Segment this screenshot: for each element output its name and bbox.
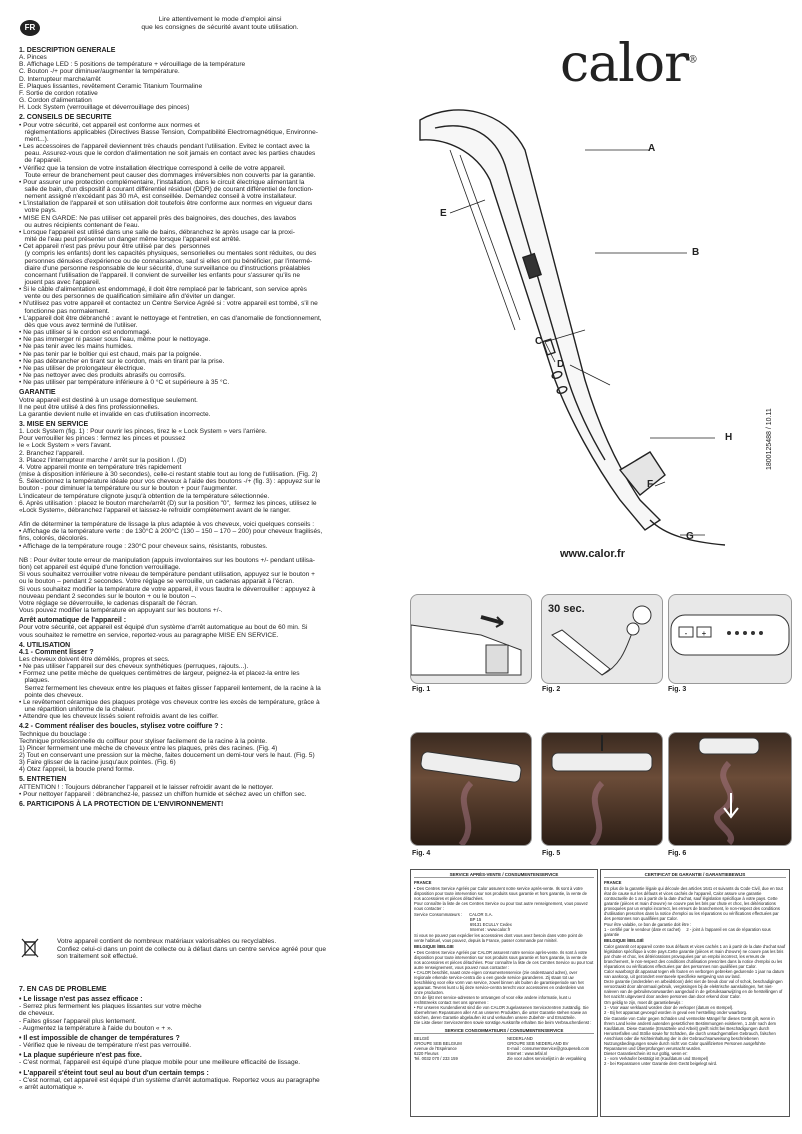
product-diagram	[395, 80, 795, 550]
environment-section	[21, 938, 381, 961]
fig2-timer-text: 30 sec.	[548, 603, 585, 615]
warranty-box-title: CERTIFICAT DE GARANTIE / GARANTIEBEWIJS	[604, 872, 786, 878]
paragraph: - C'est normal, l'appareil est équipé d'une plaque mobile pour une meilleure efficacité de lissage.	[19, 1059, 301, 1067]
service-netherlands-address: NEDERLAND GROUPE SEB NEDERLAND BV E-mail : consumentservice@groupeseb.com Internet : www.tefal.nl Zie voor adres servicelijst in de verpakking	[507, 1036, 590, 1061]
instructions-column	[19, 44, 395, 808]
section-heading: 6. PARTICIPONS À LA PROTECTION DE L'ENVIRONNEMENT!	[19, 800, 224, 808]
box-paragraph: Service Consommateurs : CALOR S.A. BP 15 69131 ECULLY Cedex Internet : www.calor.fr	[414, 912, 512, 932]
fig-3-caption: Fig. 3	[668, 686, 687, 693]
paragraph: A. Pinces B. Affichage LED : 5 positions de température + vérouillage de la température C. Bouton -/+ pour diminuer/augmenter la température. D. Interrupteur marche/arrêt E. Plaques lissantes, revêtement Ceramic Titanium Tourmaline F. Sortie de cordon rotative G. Cordon d'alimentation H. Lock System (verrouillage et déverrouillage des pinces)	[19, 54, 246, 112]
website-url: www.calor.fr	[560, 548, 626, 560]
paragraph: • Pour votre sécurité, cet appareil est conforme aux normes et réglementations applicables (Directives Basse Tension, Compatibilité Electromagnétique, Environne- ment...). • Les accessoires de l'appareil deviennent très chauds pendant l'utilisation. Evitez le contact avec la peau. Assurez-vous que le cordon d'alimentation ne soit jamais en contact avec les parties chaudes de l'appareil. • Vérifiez que la tension de votre installation électrique correspond à celle de votre appareil. Toute erreur de branchement peut causer des dommages irréversibles non couverts par la garantie. • Pour assurer une protection complémentaire, l'installation, dans le circuit électrique alimentant la salle de bain, d'un dispositif à courant différentiel résiduel (DDR) de courant différentiel de fonction- nement assigné n'excédant pas 30 mA, est conseillée. Demandez conseil à votre installateur. • L'installation de l'appareil et son utilisation doit toutefois être conforme aux normes en vigueur dans votre pays. • MISE EN GARDE: Ne pas utiliser cet appareil près des baignoires, des douches, des lavabos ou autres récipients contenant de l'eau. • Lorsque l'appareil est utilisé dans une salle de bains, débranchez le après usage car la proxi- mité de l'eau peut présenter un danger même lorsque l'appareil est arrêté. • Cet appareil n'est pas prévu pour être utilisé par des personnes (y compris les enfants) dont les capacités physiques, sensorielles ou mentales sont réduites, ou des personnes dénuées d'expérience ou de connaissance, sauf si elles ont pu bénéficier, par l'intermé- diaire d'une personne responsable de leur sécurité, d'une surveillance ou d'instructions préalables concernant l'utilisation de l'appareil. Il convient de surveiller les enfants pour s'assurer qu'ils ne jouent pas avec l'appareil. • Si le câble d'alimentation est endommagé, il doit être remplacé par le fabricant, son service après vente ou des personnes de qualification similaire afin d'éviter un danger. • N'utilisez pas votre appareil et contactez un Centre Service Agréé si : votre appareil est tombé, s'il ne fonctionne pas normalement. • L'appareil doit être débranché : avant le nettoyage et l'entretien, en cas d'anomalie de fonctionnement, dès que vous avez terminé de l'utiliser. • Ne pas utiliser si le cordon est endommagé. • Ne pas immerger ni passer sous l'eau, même pour le nettoyage. • Ne pas tenir avec les mains humides. • Ne pas tenir par le boîtier qui est chaud, mais par la poignée. • Ne pas débrancher en tirant sur le cordon, mais en tirant par la prise. • Ne pas utiliser de prolongateur électrique. • Ne pas nettoyer avec des produits abrasifs ou corrosifs. • Ne pas utiliser par température inférieure à 0 °C et supérieure à 35 °C.	[19, 121, 322, 387]
box-paragraph: BELGIQUE /BELGIË	[604, 938, 644, 943]
leader-line-e	[450, 200, 485, 213]
paragraph: ATTENTION ! : Toujours débrancher l'appareil et le laisser refroidir avant de le nettoyer. • Pour nettoyer l'appareil : débranchez-le, passez un chiffon humide et séchez avec un chiffon sec.	[19, 783, 307, 798]
section-heading: 1. DESCRIPTION GENERALE	[19, 47, 116, 54]
service-belgium-address: BELGIË GROUPE SEB BELGIUM Avenue de l'Espérance 6220 Fleurus Tel. 0032 070 / 233 159	[414, 1036, 462, 1061]
paragraph: 1. Lock System (fig. 1) : Pour ouvrir les pinces, tirez le « Lock System » vers l'arrière. Pour verrouiller les pinces : fermez les pinces et poussez le « Lock System » vers l'avant. 2. Branchez l'appareil. 3. Placez l'interrupteur marche / arrêt sur la position I. (D) 4. Votre appareil monte en température très rapidement (mise à disposition inférieure à 30 secondes), celle-ci restant stable tout au long de l'utilisation. (Fig. 2) 5. Sélectionnez la température idéale pour vos cheveux à l'aide des boutons -/+ (fig. 3) : appuyez sur le bouton - pour diminuer la température ou sur le bouton + pour l'augmenter. L'indicateur de température clignote jusqu'à obtention de la température sélectionnée. 6. Après utilisation : placez le bouton marche/arrêt (D) sur la position "0", fermez les pinces, utilisez le «Lock System», débranchez l'appareil et laissez-le refroidir complètement avant de le ranger. Afin de déterminer la température de lissage la plus adaptée à vos cheveux, voici quelques conseils : • Affichage de la température verte : de 130°C à 200°C (130 – 150 – 170 – 200) pour cheveux fragilisés, fins, colorés, décolorés. • Affichage de la température rouge : 230°C pour cheveux sains, résistants, robustes. NB : Pour éviter toute erreur de manipulation (appuis involontaires sur les boutons +/- pendant utilisa- tion) cet appareil est équipé d'une fonction verrouillage. Si vous souhaitez verrouiller votre niveau de température pendant utilisation, appuyez sur le bouton + ou le bouton – pendant 2 secondes. Votre réglage se verrouille, un cadenas apparait à l'écran. Si vous souhaitez modifier la température de votre appareil, il vous faudra le déverrouiller : appuyez à nouveau pendant 2 secondes sur le bouton + ou le bouton –. Votre réglage se déverrouille, le cadenas disparaît de l'écran. Vous pouvez modifier la température en appuyant sur les boutons +/-.	[19, 428, 323, 615]
label-c: C	[535, 336, 543, 347]
reference-number: 1800125488 / 10.11	[766, 408, 773, 470]
section-heading: GARANTIE	[19, 389, 56, 397]
section-heading: 4. UTILISATION 4.1 - Comment lisser ?	[19, 641, 94, 656]
box-paragraph: • Des Centres Service Agréés par Calor assurent notre service après-vente. Ils sont à votre disposition pour toute intervention sur nos produits sous garantie et hors garantie, la vente de nos accessoires et pièces détachées. Pour connaître la liste de ces Centres Service ou pour tout autre renseignement, vous pouvez nous contacter :	[414, 886, 588, 911]
section-heading: 2. CONSEILS DE SECURITE	[19, 114, 112, 122]
figure-4-image	[410, 732, 532, 846]
figure-2-image	[541, 594, 663, 684]
label-a: A	[648, 143, 656, 154]
label-d: D	[557, 359, 565, 370]
service-box	[410, 869, 598, 1117]
paragraph: Votre appareil est destiné à un usage domestique seulement. Il ne peut être utilisé à des fins professionnelles. La garantie devient nulle et invalide en cas d'utilisation incorrecte.	[19, 396, 211, 418]
service-box-title: SERVICE APRÈS-VENTE / CONSUMENTENSERVICE	[414, 872, 594, 878]
paragraph: Pour votre sécurité, cet appareil est équipé d'un système d'arrêt automatique au bout de 60 min. Si vous souhaitez le remettre en service, reportez-vous au paragraphe MISE EN SERVICE.	[19, 624, 308, 639]
fig-2-caption: Fig. 2	[542, 686, 561, 693]
paragraph: - Serrez plus fermement les plaques lissantes sur votre mèche de cheveux. - Faites glisser l'appareil plus lentement. - Augmentez la température à l'aide du bouton « + ».	[19, 1003, 202, 1032]
section-heading: 4.2 - Comment réaliser des boucles, stylisez votre coiffure ? :	[19, 723, 223, 731]
brand-logo: calor®	[560, 34, 697, 94]
service-box-paragraphs	[414, 880, 594, 1025]
section-heading: • La plaque supérieure n'est pas fixe.	[19, 1052, 142, 1060]
paragraph: Les cheveux doivent être démêlés, propres et secs. • Ne pas utiliser l'appareil sur des cheveux synthétiques (perruques, rajouts...). • Formez une petite mèche de quelques centimètres de largeur, peignez-la et placez-la entre les plaques. Serrez fermement les cheveux entre les plaques et faites glisser l'appareil lentement, de la racine à la pointe des cheveux. • Le revêtement céramique des plaques protège vos cheveux contre les excès de température, grâce à une répartition uniforme de la chaleur. • Attendre que les cheveux lissés soient refroidis avant de les coiffer.	[19, 655, 321, 721]
warranty-box	[600, 869, 790, 1117]
box-paragraph: • Des Centres Service Agréés par CALOR assurent notre service après-vente. Ils sont à votre disposition pour toute intervention sur nos produits sous garantie et hors garantie, la vente de nos accessoires et pièces détachées. Pour connaître la liste de ces Centres Service ou pour tout autre renseignement, vous pouvez nous contacter : • CALOR beschikt, naast onze eigen consumentenservice (zie onderstaand adres), over regionale erkende service-centra die u een goede service garanderen. Zij staan tot uw beschikking voor elke vorm van service, zowel binnen als buiten de garantieperiode van het apparaat. Tevens kunt u bij deze service-centra terecht voor accessoires en onderdelen van onze producten. Om de lijst met service-adressen te ontvangen of voor elke andere informatie, kunt u rechtstreeks contact met ons opnemen : • Für unseren Kundendienst sind die von CALOR zugelassenen Servicezentren zuständig. Sie übernehmen Reparaturen aller Art an unseren Produkten, die unter Garantie stehen sowie an solchen, deren Garantie abgelaufen ist und verkaufen unsere Zubehör- und Ersatzteile. Die Liste dieser Servicezentren sowie sonstige Auskünfte erhalten Sie beim Verbraucherdienst :	[414, 950, 594, 1025]
brand-name: calor	[560, 34, 688, 94]
straightener-illustration	[420, 110, 725, 545]
crossed-bin-icon	[21, 938, 39, 958]
intro-line-2: que les consignes de sécurité avant toute utilisation.	[141, 24, 299, 31]
figure-6-image	[668, 732, 792, 846]
section-heading: 5. ENTRETIEN	[19, 776, 67, 784]
box-paragraph: FRANCE	[604, 880, 622, 885]
svg-text:-: -	[684, 629, 688, 638]
box-paragraph: BELGIQUE /BELGIE	[414, 944, 454, 949]
label-h: H	[725, 432, 733, 443]
svg-text:+: +	[701, 629, 707, 638]
section-heading: 3. MISE EN SERVICE	[19, 420, 89, 428]
box-paragraph: Si vous ne pouvez pas expédier les accessoires dont vous avez besoin dans votre point de vente habituel, vous pouvez, depuis la France, passer commande par minitel.	[414, 933, 584, 943]
section-heading: Arrêt automatique de l'appareil :	[19, 617, 127, 625]
figure-5-image	[541, 732, 663, 846]
box-paragraph: Die Garantie von Calor gegen Schäden und versteckte Mängel für dieses Gerät gilt, wenn in Ihrem Land keine andersl autenden gesetzlichen Bestimmungen existieren, 1 Jahr nach dem Kaufdatum. Diese Garantie (Ersatzteile und Arbeit) greift nicht bei Beschädigungen durch Herunterfallen und Stöße sowie für Schäden, die durch unsachgemäßen Gebrauch, falschen Anschluss oder die Nichteinhaltung der in der Gebrauchsanweisung beschriebenen Nutzungsbedingungen sowie durch nicht von Calor qualifizierten Personen ausgeführte Reparaturen und Überprüfungen verursacht wurden. Dieser Garantieschein ist nur gültig, wenn er: 1 - vom Verkäufer bestätigt ist (Kaufdatum und Stempel) 2 - bei Reparaturen unter Garantie dem Gerät beigelegt wird.	[604, 1016, 777, 1066]
box-paragraph: Om geldig te zijn, moet dit garantiebewijs : 1 - Voor waar verklaard worden door de verkoper (datum en stempel). 2 - Bij het apparaat gevoegd worden in geval een herstelling onder waarborg.	[604, 1000, 748, 1015]
paragraph: - C'est normal, cet appareil est équipé d'un système d'arrêt automatique. Reportez vous au paragraphe « arrêt automatique ».	[19, 1076, 320, 1091]
fig-1-caption: Fig. 1	[412, 686, 431, 693]
label-g: G	[686, 531, 694, 542]
figure-3-image	[668, 594, 792, 684]
paragraph: Technique du bouclage : Technique professionnelle du coiffeur pour styliser facilement de la racine à la pointe. 1) Pincer fermement une mèche de cheveux entre les plaques, près des racines. (Fig. 4) 2) Tout en conservant une pression sur la mèche, faites doucement un demi-tour vers le haut. (Fig. 5) 3) Faire glisser de la racine jusqu'aux pointes. (Fig. 6) 4) Otez l'appreil, la boucle prend forme.	[19, 730, 315, 774]
fig-4-caption: Fig. 4	[412, 850, 431, 857]
troubleshooting-section	[19, 983, 395, 1091]
label-b: B	[692, 247, 700, 258]
section-heading: • Le lissage n'est pas assez efficace :	[19, 996, 143, 1004]
box-paragraph: Calor garantit cet appareil contre tous défauts et vices cachés 1 an à partir de la date d'achat sauf législation spécifique à votre pays.Cette garantie (pièces et main d'œuvre) ne couvre pas les bris par chute et choc, les détériorations provoquées par un emploi incorrect, les erreurs de branchement, le non-respect des conditions d'utilisation prescrites dans la notice d'emploi ou les réparations ou vérifications effectuées par des personnes non qualifiées par Calor. Calor waarborgt dit apparaat tegen elk fouten en verborgen gebreken gedurende 1 jaar na datum van aankoop, uit gezondert eventueele specifieke wetgeving van uw land. Deze garantie (onderdelen en arbeidsloon) dekt niet de breuk door val of schok, beschadigingen veroorzaakt door abnormaal gebruik, vergissingen bij de elektrische aansluitingen, het niet-naleven van de gebruiksvoorwaarden aangeduid in de gebruiksaanwijzing en de herstellingen of het nazicht uitgevoerd door andere personen dan door erkend door Calor.	[604, 944, 786, 999]
warranty-box-paragraphs	[604, 880, 786, 1066]
section-heading: • L'appareil s'éteint tout seul au bout d'un certain temps :	[19, 1069, 209, 1077]
fig-5-caption: Fig. 5	[542, 850, 561, 857]
paragraph: - Vérifiez que le niveau de température n'est pas verrouillé.	[19, 1042, 192, 1050]
service-sub-title: SERVICE CONSOMMATEURS / CONSUMENTENSERVICE	[414, 1028, 594, 1034]
label-e: E	[440, 208, 447, 219]
intro-line-1: Lire attentivement le mode d'emploi ainsi	[158, 16, 282, 23]
figure-1-image	[410, 594, 532, 684]
language-badge: FR	[20, 20, 40, 36]
label-f: F	[647, 479, 654, 490]
section-heading: • Il est impossible de changer de températures ?	[19, 1034, 180, 1042]
section-heading: 7. EN CAS DE PROBLEME	[19, 986, 107, 993]
intro-text	[100, 16, 340, 32]
box-paragraph: FRANCE	[414, 880, 432, 885]
environment-text: Votre appareil contient de nombreux matériaux valorisables ou recyclables. Confiez celui-ci dans un point de collecte ou à défaut dans un centre service agréé pour que son traitement soit effectué.	[57, 938, 327, 961]
box-paragraph: Pour être valable, ce bon de garantie doit être : 1 - certifié par le vendeur (date et cachet) 2 - joint à l'appareil en cas de réparation sous garantie	[604, 922, 771, 937]
box-paragraph: En plus de la garantie légale qui découle des articles 1641 et suivants du Code Civil, due en tout état de cause sur les défauts et vices cachés de l'appareil, Calor assure une garantie contractuelle de 1 an à partir de la date d'achat, sauf législation spécifique à votre pays. Cette garantie (pièces et main d'œuvre) ne couvre pas les bris par chute et choc, les détériorations provoquées par un emploi incorrect, les erreurs de branchement, le non-respect des conditions d'utilisation prescrites dans la notice d'emploi ou les réparations ou vérifications effectuées par des personnes non qualifiées par Calor.	[604, 886, 784, 921]
fig-6-caption: Fig. 6	[668, 850, 687, 857]
